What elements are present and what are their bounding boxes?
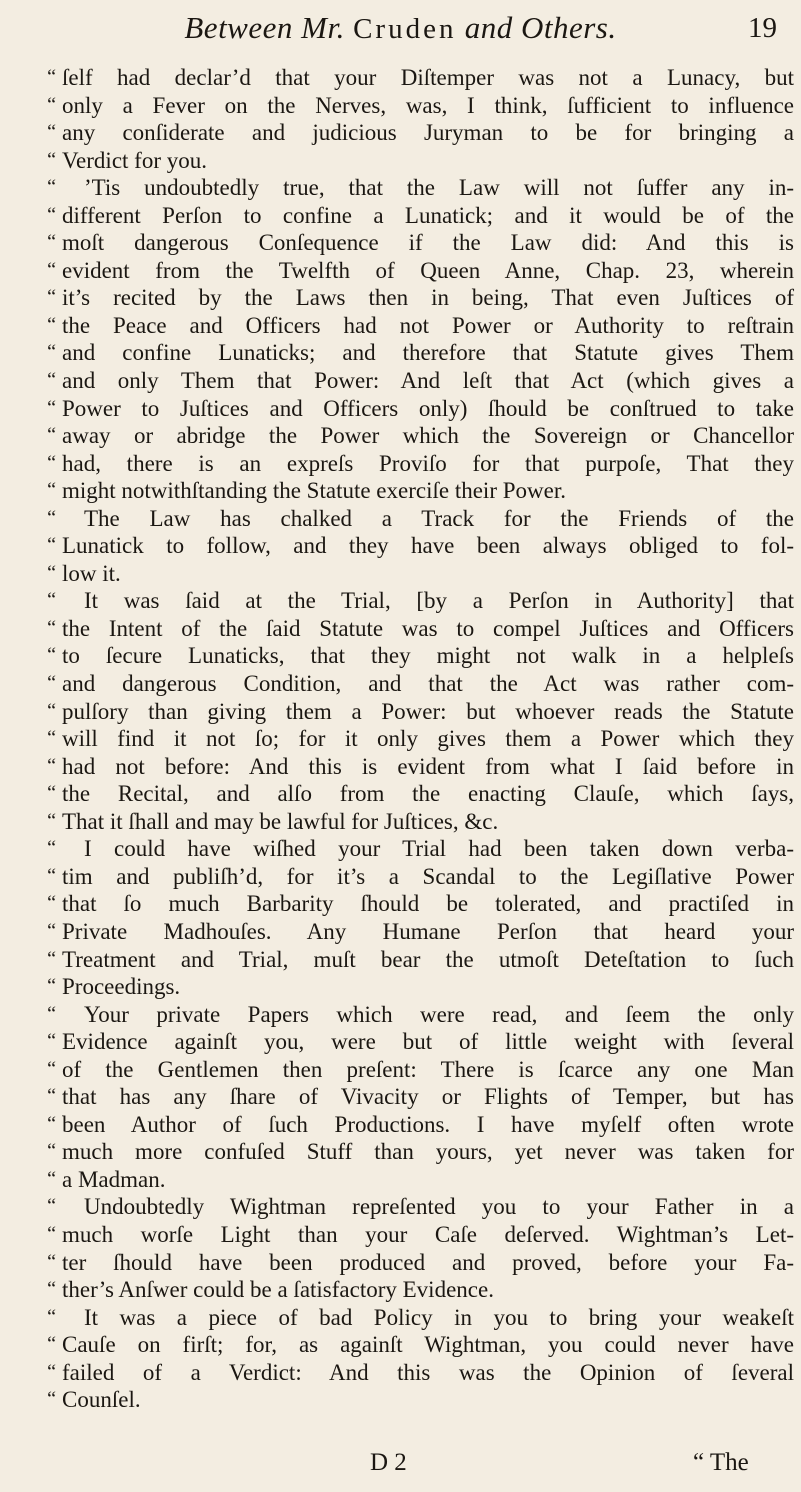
text-line (47, 587, 794, 615)
text-line (47, 1056, 794, 1084)
text-line (47, 560, 794, 588)
body-text (47, 64, 794, 1414)
quote-mark: “ (47, 313, 56, 336)
line-text: Private Madhouſes. Any Humane Perſon that heard your (62, 918, 794, 944)
line-text: ter ſhould have been produced and proved, before your Fa- (62, 1249, 794, 1275)
line-text: been Author of ſuch Productions. I have myſelf often wrote (62, 1111, 794, 1137)
line-text: It was ſaid at the Trial, [by a Perſon in Authority] that (84, 588, 794, 614)
quote-mark: “ (47, 1002, 56, 1025)
line-text: and confine Lunaticks; and therefore that Statute gives Them (62, 340, 794, 366)
line-text: the Peace and Officers had not Power or Authority to reſtrain (62, 312, 794, 338)
line-text: tim and publiſh’d, for it’s a Scandal to the Legiſlative Power (62, 863, 794, 889)
line-text: of the Gentlemen then preſent: There is ſcarce any one Man (62, 1056, 794, 1082)
text-line (47, 92, 794, 120)
quote-mark: “ (47, 203, 56, 226)
line-text: to ſecure Lunaticks, that they might not walk in a helpleſs (62, 643, 794, 669)
quote-mark: “ (47, 1030, 56, 1053)
line-text: Cauſe on firſt; for, as againſt Wightman, you could never have (62, 1332, 794, 1358)
quote-mark: “ (47, 754, 56, 777)
quote-mark: “ (47, 1195, 56, 1218)
quote-mark: “ (47, 1057, 56, 1080)
line-text: and dangerous Condition, and that the Act was rather com- (62, 671, 794, 697)
line-text: that has any ſhare of Vivacity or Flights of Temper, but has (62, 1084, 794, 1110)
line-text: evident from the Twelfth of Queen Anne, Chap. 23, wherein (62, 257, 794, 283)
text-line (47, 1193, 794, 1221)
quote-mark: “ (47, 1333, 56, 1356)
quote-mark: “ (47, 479, 56, 502)
text-line (47, 174, 794, 202)
quote-mark: “ (47, 396, 56, 419)
quote-mark: “ (47, 782, 56, 805)
line-text: Power to Juſtices and Officers only) ſhould be conſtrued to take (62, 395, 794, 421)
line-text: failed of a Verdict: And this was the Opinion of ſeveral (62, 1359, 794, 1385)
title-part-2: Cruden (353, 13, 457, 45)
line-text: had not before: And this is evident from what I ſaid before in (62, 753, 794, 779)
quote-mark: “ (47, 176, 56, 199)
text-line (47, 312, 794, 340)
quote-mark: “ (47, 1085, 56, 1108)
quote-mark: “ (47, 892, 56, 915)
quote-mark: “ (47, 1222, 56, 1245)
text-line (47, 1304, 794, 1332)
quote-mark: “ (47, 1388, 56, 1411)
text-line (47, 1276, 794, 1304)
text-line (47, 477, 794, 505)
line-text: Treatment and Trial, muſt bear the utmoſt Deteſtation to ſuch (62, 946, 794, 972)
line-text: much worſe Light than your Caſe deſerved. Wightman’s Let- (62, 1221, 794, 1247)
text-line (47, 505, 794, 533)
text-line (47, 753, 794, 781)
quote-mark: “ (47, 341, 56, 364)
quote-mark: “ (47, 919, 56, 942)
text-line (47, 946, 794, 974)
line-text: low it. (62, 560, 121, 586)
text-line (47, 642, 794, 670)
quote-mark: “ (47, 231, 56, 254)
line-text: Your private Papers which were read, and ſeem the only (84, 1001, 794, 1027)
text-line (47, 202, 794, 230)
quote-mark: “ (47, 727, 56, 750)
running-title (0, 10, 801, 46)
page-number: 19 (748, 12, 777, 44)
quote-mark: “ (47, 1140, 56, 1163)
quote-mark: “ (47, 1167, 56, 1190)
line-text: Proceedings. (62, 974, 181, 1000)
quote-mark: “ (47, 947, 56, 970)
quote-mark: “ (47, 258, 56, 281)
text-line (47, 918, 794, 946)
line-text: only a Fever on the Nerves, was, I think, ſufficient to influence (62, 92, 794, 118)
line-text: the Intent of the ſaid Statute was to compel Juſtices and Officers (62, 615, 794, 641)
line-text: pulſory than giving them a Power: but whoever reads the Statute (62, 698, 794, 724)
text-line (47, 422, 794, 450)
title-part-1: Between Mr. (184, 10, 354, 45)
line-text: that ſo much Barbarity ſhould be tolerated, and practiſed in (62, 891, 794, 917)
line-text: Evidence againſt you, were but of little weight with ſeveral (62, 1029, 794, 1055)
page-footer (0, 1449, 801, 1483)
text-line (47, 890, 794, 918)
line-text: It was a piece of bad Policy in you to bring your weakeſt (84, 1304, 794, 1330)
quote-mark: “ (47, 506, 56, 529)
text-line (47, 725, 794, 753)
text-line (47, 229, 794, 257)
quote-mark: “ (47, 93, 56, 116)
quote-mark: “ (47, 1250, 56, 1273)
line-text: a Madman. (62, 1166, 166, 1192)
line-text: Undoubtedly Wightman repreſented you to your Father in a (84, 1194, 794, 1220)
quote-mark: “ (47, 616, 56, 639)
quote-mark: “ (47, 864, 56, 887)
line-text: ther’s Anſwer could be a ſatisfactory Evidence. (62, 1277, 494, 1303)
quote-mark: “ (47, 369, 56, 392)
text-line (47, 1249, 794, 1277)
quote-mark: “ (47, 1305, 56, 1328)
text-line (47, 1111, 794, 1139)
line-text: ’Tis undoubtedly true, that the Law will not ſuffer any in- (84, 175, 794, 201)
text-line (47, 808, 794, 836)
line-text: any conſiderate and judicious Juryman to be for bringing a (62, 120, 794, 146)
text-line (47, 1083, 794, 1111)
quote-mark: “ (47, 644, 56, 667)
quote-mark: “ (47, 424, 56, 447)
line-text: had, there is an expreſs Proviſo for that purpoſe, That they (62, 450, 794, 476)
text-line (47, 1331, 794, 1359)
text-line (47, 532, 794, 560)
text-line (47, 257, 794, 285)
text-line (47, 1386, 794, 1414)
text-line (47, 450, 794, 478)
text-line (47, 698, 794, 726)
quote-mark: “ (47, 451, 56, 474)
quote-mark: “ (47, 589, 56, 612)
line-text: it’s recited by the Laws then in being, That even Juſtices of (62, 285, 794, 311)
quote-mark: “ (47, 809, 56, 832)
text-line (47, 835, 794, 863)
line-text: might notwithſtanding the Statute exerciſe their Power. (62, 478, 566, 504)
text-line (47, 1166, 794, 1194)
text-line (47, 1221, 794, 1249)
line-text: Lunatick to follow, and they have been always obliged to fol- (62, 533, 794, 559)
line-text: will find it not ſo; for it only gives them a Power which they (62, 726, 794, 752)
line-text: much more confuſed Stuff than yours, yet never was taken for (62, 1139, 794, 1165)
line-text: away or abridge the Power which the Sovereign or Chancellor (62, 423, 794, 449)
text-line (47, 780, 794, 808)
quote-mark: “ (47, 561, 56, 584)
quote-mark: “ (47, 975, 56, 998)
signature-mark: D 2 (370, 1449, 407, 1476)
quote-mark: “ (47, 121, 56, 144)
line-text: different Perſon to confine a Lunatick; and it would be of the (62, 202, 794, 228)
text-line (47, 284, 794, 312)
line-text: Counſel. (62, 1387, 141, 1413)
line-text: the Recital, and alſo from the enacting Clauſe, which ſays, (62, 781, 794, 807)
title-part-3: and Others. (456, 10, 617, 45)
quote-mark: “ (47, 1360, 56, 1383)
text-line (47, 367, 794, 395)
line-text: Verdict for you. (62, 147, 207, 173)
line-text: ſelf had declar’d that your Diſtemper was not a Lunacy, but (62, 65, 794, 90)
line-text: moſt dangerous Conſequence if the Law did: And this is (62, 230, 794, 256)
text-line (47, 64, 794, 92)
quote-mark: “ (47, 672, 56, 695)
quote-mark: “ (47, 837, 56, 860)
quote-mark: “ (47, 66, 56, 88)
quote-mark: “ (47, 1278, 56, 1301)
quote-mark: “ (47, 534, 56, 557)
text-line (47, 147, 794, 175)
running-header (0, 10, 801, 60)
line-text: and only Them that Power: And leſt that Act (which gives a (62, 368, 794, 394)
text-line (47, 119, 794, 147)
text-line (47, 1359, 794, 1387)
text-line (47, 395, 794, 423)
line-text: The Law has chalked a Track for the Friends of the (84, 505, 794, 531)
text-line (47, 339, 794, 367)
text-line (47, 1138, 794, 1166)
quote-mark: “ (47, 148, 56, 171)
text-line (47, 1001, 794, 1029)
line-text: That it ſhall and may be lawful for Juſtices, &c. (62, 808, 499, 834)
text-line (47, 1028, 794, 1056)
text-line (47, 670, 794, 698)
text-line (47, 615, 794, 643)
line-text: I could have wiſhed your Trial had been taken down verba- (84, 836, 794, 862)
quote-mark: “ (47, 699, 56, 722)
text-line (47, 973, 794, 1001)
catchword: “ The (693, 1449, 749, 1476)
text-line (47, 863, 794, 891)
quote-mark: “ (47, 286, 56, 309)
quote-mark: “ (47, 1112, 56, 1135)
